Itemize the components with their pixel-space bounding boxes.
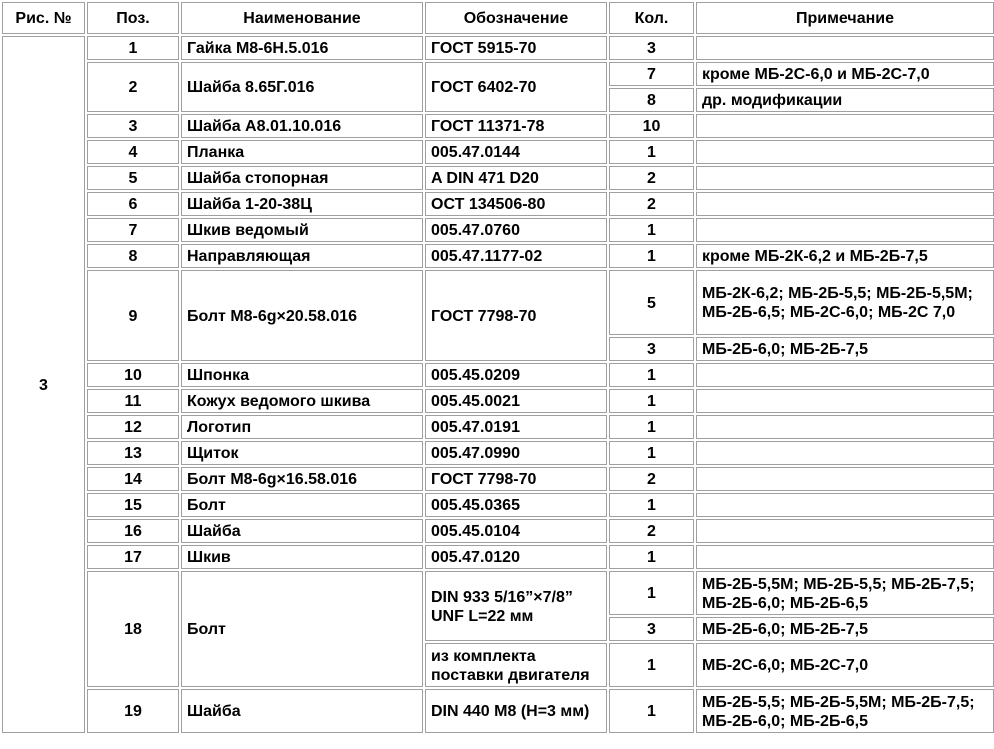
position-cell: 18 bbox=[87, 571, 179, 687]
quantity-cell: 1 bbox=[609, 140, 694, 164]
table-row bbox=[2, 166, 994, 190]
note-cell: МБ-2Б-6,0; МБ-2Б-7,5 bbox=[696, 617, 994, 641]
header-position: Поз. bbox=[87, 2, 179, 34]
note-cell bbox=[696, 545, 994, 569]
designation-cell: ГОСТ 7798-70 bbox=[425, 270, 607, 361]
name-cell: Гайка М8-6Н.5.016 bbox=[181, 36, 423, 60]
table-row bbox=[2, 270, 994, 335]
table-row bbox=[2, 36, 994, 60]
note-cell bbox=[696, 218, 994, 242]
quantity-cell: 7 bbox=[609, 62, 694, 86]
name-cell: Логотип bbox=[181, 415, 423, 439]
name-cell: Щиток bbox=[181, 441, 423, 465]
note-cell: МБ-2С-6,0; МБ-2С-7,0 bbox=[696, 643, 994, 687]
note-cell: МБ-2К-6,2; МБ-2Б-5,5; МБ-2Б-5,5М; МБ-2Б-6,5; МБ-2С-6,0; МБ-2С 7,0 bbox=[696, 270, 994, 335]
quantity-cell: 1 bbox=[609, 689, 694, 733]
designation-cell: ГОСТ 7798-70 bbox=[425, 467, 607, 491]
designation-cell: 005.45.0021 bbox=[425, 389, 607, 413]
position-cell: 2 bbox=[87, 62, 179, 112]
table-row bbox=[2, 415, 994, 439]
name-cell: Болт bbox=[181, 493, 423, 517]
quantity-cell: 1 bbox=[609, 218, 694, 242]
table-row bbox=[2, 519, 994, 543]
position-cell: 16 bbox=[87, 519, 179, 543]
table-row bbox=[2, 441, 994, 465]
quantity-cell: 1 bbox=[609, 643, 694, 687]
quantity-cell: 1 bbox=[609, 363, 694, 387]
position-cell: 6 bbox=[87, 192, 179, 216]
position-cell: 1 bbox=[87, 36, 179, 60]
designation-cell: 005.47.1177-02 bbox=[425, 244, 607, 268]
designation-cell: A DIN 471 D20 bbox=[425, 166, 607, 190]
table-row bbox=[2, 140, 994, 164]
note-cell: МБ-2Б-6,0; МБ-2Б-7,5 bbox=[696, 337, 994, 361]
note-cell bbox=[696, 166, 994, 190]
designation-cell: DIN 933 5/16”×7/8” UNF L=22 мм bbox=[425, 571, 607, 641]
note-cell: кроме МБ-2С-6,0 и МБ-2С-7,0 bbox=[696, 62, 994, 86]
designation-cell: 005.47.0144 bbox=[425, 140, 607, 164]
name-cell: Шайба 8.65Г.016 bbox=[181, 62, 423, 112]
quantity-cell: 3 bbox=[609, 617, 694, 641]
quantity-cell: 1 bbox=[609, 571, 694, 615]
position-cell: 11 bbox=[87, 389, 179, 413]
quantity-cell: 2 bbox=[609, 192, 694, 216]
quantity-cell: 1 bbox=[609, 415, 694, 439]
quantity-cell: 8 bbox=[609, 88, 694, 112]
note-cell bbox=[696, 140, 994, 164]
table-body bbox=[2, 36, 994, 733]
header-name: Наименование bbox=[181, 2, 423, 34]
table-row bbox=[2, 244, 994, 268]
note-cell bbox=[696, 467, 994, 491]
name-cell: Направляющая bbox=[181, 244, 423, 268]
quantity-cell: 3 bbox=[609, 36, 694, 60]
name-cell: Планка bbox=[181, 140, 423, 164]
fig-number-cell: 3 bbox=[2, 36, 85, 733]
table-row bbox=[2, 363, 994, 387]
quantity-cell: 1 bbox=[609, 545, 694, 569]
note-cell bbox=[696, 36, 994, 60]
note-cell bbox=[696, 493, 994, 517]
designation-cell: DIN 440 М8 (Н=3 мм) bbox=[425, 689, 607, 733]
position-cell: 3 bbox=[87, 114, 179, 138]
name-cell: Шкив ведомый bbox=[181, 218, 423, 242]
position-cell: 17 bbox=[87, 545, 179, 569]
quantity-cell: 5 bbox=[609, 270, 694, 335]
name-cell: Шайба стопорная bbox=[181, 166, 423, 190]
designation-cell: ГОСТ 11371-78 bbox=[425, 114, 607, 138]
position-cell: 10 bbox=[87, 363, 179, 387]
designation-cell: из комплекта поставки двигателя bbox=[425, 643, 607, 687]
name-cell: Шайба bbox=[181, 689, 423, 733]
position-cell: 12 bbox=[87, 415, 179, 439]
designation-cell: 005.47.0191 bbox=[425, 415, 607, 439]
table-row bbox=[2, 689, 994, 733]
position-cell: 4 bbox=[87, 140, 179, 164]
quantity-cell: 2 bbox=[609, 519, 694, 543]
table-row bbox=[2, 218, 994, 242]
position-cell: 15 bbox=[87, 493, 179, 517]
quantity-cell: 1 bbox=[609, 389, 694, 413]
note-cell bbox=[696, 519, 994, 543]
note-cell bbox=[696, 192, 994, 216]
table-row bbox=[2, 545, 994, 569]
header-quantity: Кол. bbox=[609, 2, 694, 34]
designation-cell: 005.47.0760 bbox=[425, 218, 607, 242]
name-cell: Кожух ведомого шкива bbox=[181, 389, 423, 413]
note-cell bbox=[696, 389, 994, 413]
name-cell: Шайба 1-20-38Ц bbox=[181, 192, 423, 216]
table-row bbox=[2, 571, 994, 615]
name-cell: Шайба bbox=[181, 519, 423, 543]
table-header bbox=[2, 2, 994, 34]
note-cell bbox=[696, 441, 994, 465]
note-cell: др. модификации bbox=[696, 88, 994, 112]
name-cell: Шпонка bbox=[181, 363, 423, 387]
position-cell: 7 bbox=[87, 218, 179, 242]
name-cell: Шкив bbox=[181, 545, 423, 569]
designation-cell: ГОСТ 6402-70 bbox=[425, 62, 607, 112]
note-cell bbox=[696, 415, 994, 439]
note-cell: МБ-2Б-5,5М; МБ-2Б-5,5; МБ-2Б-7,5; МБ-2Б-6,0; МБ-2Б-6,5 bbox=[696, 571, 994, 615]
header-fig-no: Рис. № bbox=[2, 2, 85, 34]
quantity-cell: 2 bbox=[609, 467, 694, 491]
name-cell: Болт bbox=[181, 571, 423, 687]
table-row bbox=[2, 62, 994, 86]
note-cell: МБ-2Б-5,5; МБ-2Б-5,5М; МБ-2Б-7,5; МБ-2Б-6,0; МБ-2Б-6,5 bbox=[696, 689, 994, 733]
table-row bbox=[2, 493, 994, 517]
quantity-cell: 3 bbox=[609, 337, 694, 361]
position-cell: 8 bbox=[87, 244, 179, 268]
designation-cell: ОСТ 134506-80 bbox=[425, 192, 607, 216]
designation-cell: 005.45.0104 bbox=[425, 519, 607, 543]
designation-cell: 005.47.0990 bbox=[425, 441, 607, 465]
name-cell: Шайба А8.01.10.016 bbox=[181, 114, 423, 138]
position-cell: 14 bbox=[87, 467, 179, 491]
table-row bbox=[2, 467, 994, 491]
name-cell: Болт М8-6g×20.58.016 bbox=[181, 270, 423, 361]
name-cell: Болт М8-6g×16.58.016 bbox=[181, 467, 423, 491]
quantity-cell: 1 bbox=[609, 493, 694, 517]
table-row bbox=[2, 192, 994, 216]
note-cell bbox=[696, 114, 994, 138]
quantity-cell: 1 bbox=[609, 244, 694, 268]
designation-cell: 005.45.0209 bbox=[425, 363, 607, 387]
quantity-cell: 10 bbox=[609, 114, 694, 138]
designation-cell: ГОСТ 5915-70 bbox=[425, 36, 607, 60]
header-note: Примечание bbox=[696, 2, 994, 34]
designation-cell: 005.47.0120 bbox=[425, 545, 607, 569]
position-cell: 5 bbox=[87, 166, 179, 190]
position-cell: 13 bbox=[87, 441, 179, 465]
table-row bbox=[2, 114, 994, 138]
note-cell: кроме МБ-2К-6,2 и МБ-2Б-7,5 bbox=[696, 244, 994, 268]
designation-cell: 005.45.0365 bbox=[425, 493, 607, 517]
header-designation: Обозначение bbox=[425, 2, 607, 34]
note-cell bbox=[696, 363, 994, 387]
quantity-cell: 1 bbox=[609, 441, 694, 465]
position-cell: 19 bbox=[87, 689, 179, 733]
quantity-cell: 2 bbox=[609, 166, 694, 190]
table-row bbox=[2, 389, 994, 413]
position-cell: 9 bbox=[87, 270, 179, 361]
header-row bbox=[2, 2, 994, 34]
